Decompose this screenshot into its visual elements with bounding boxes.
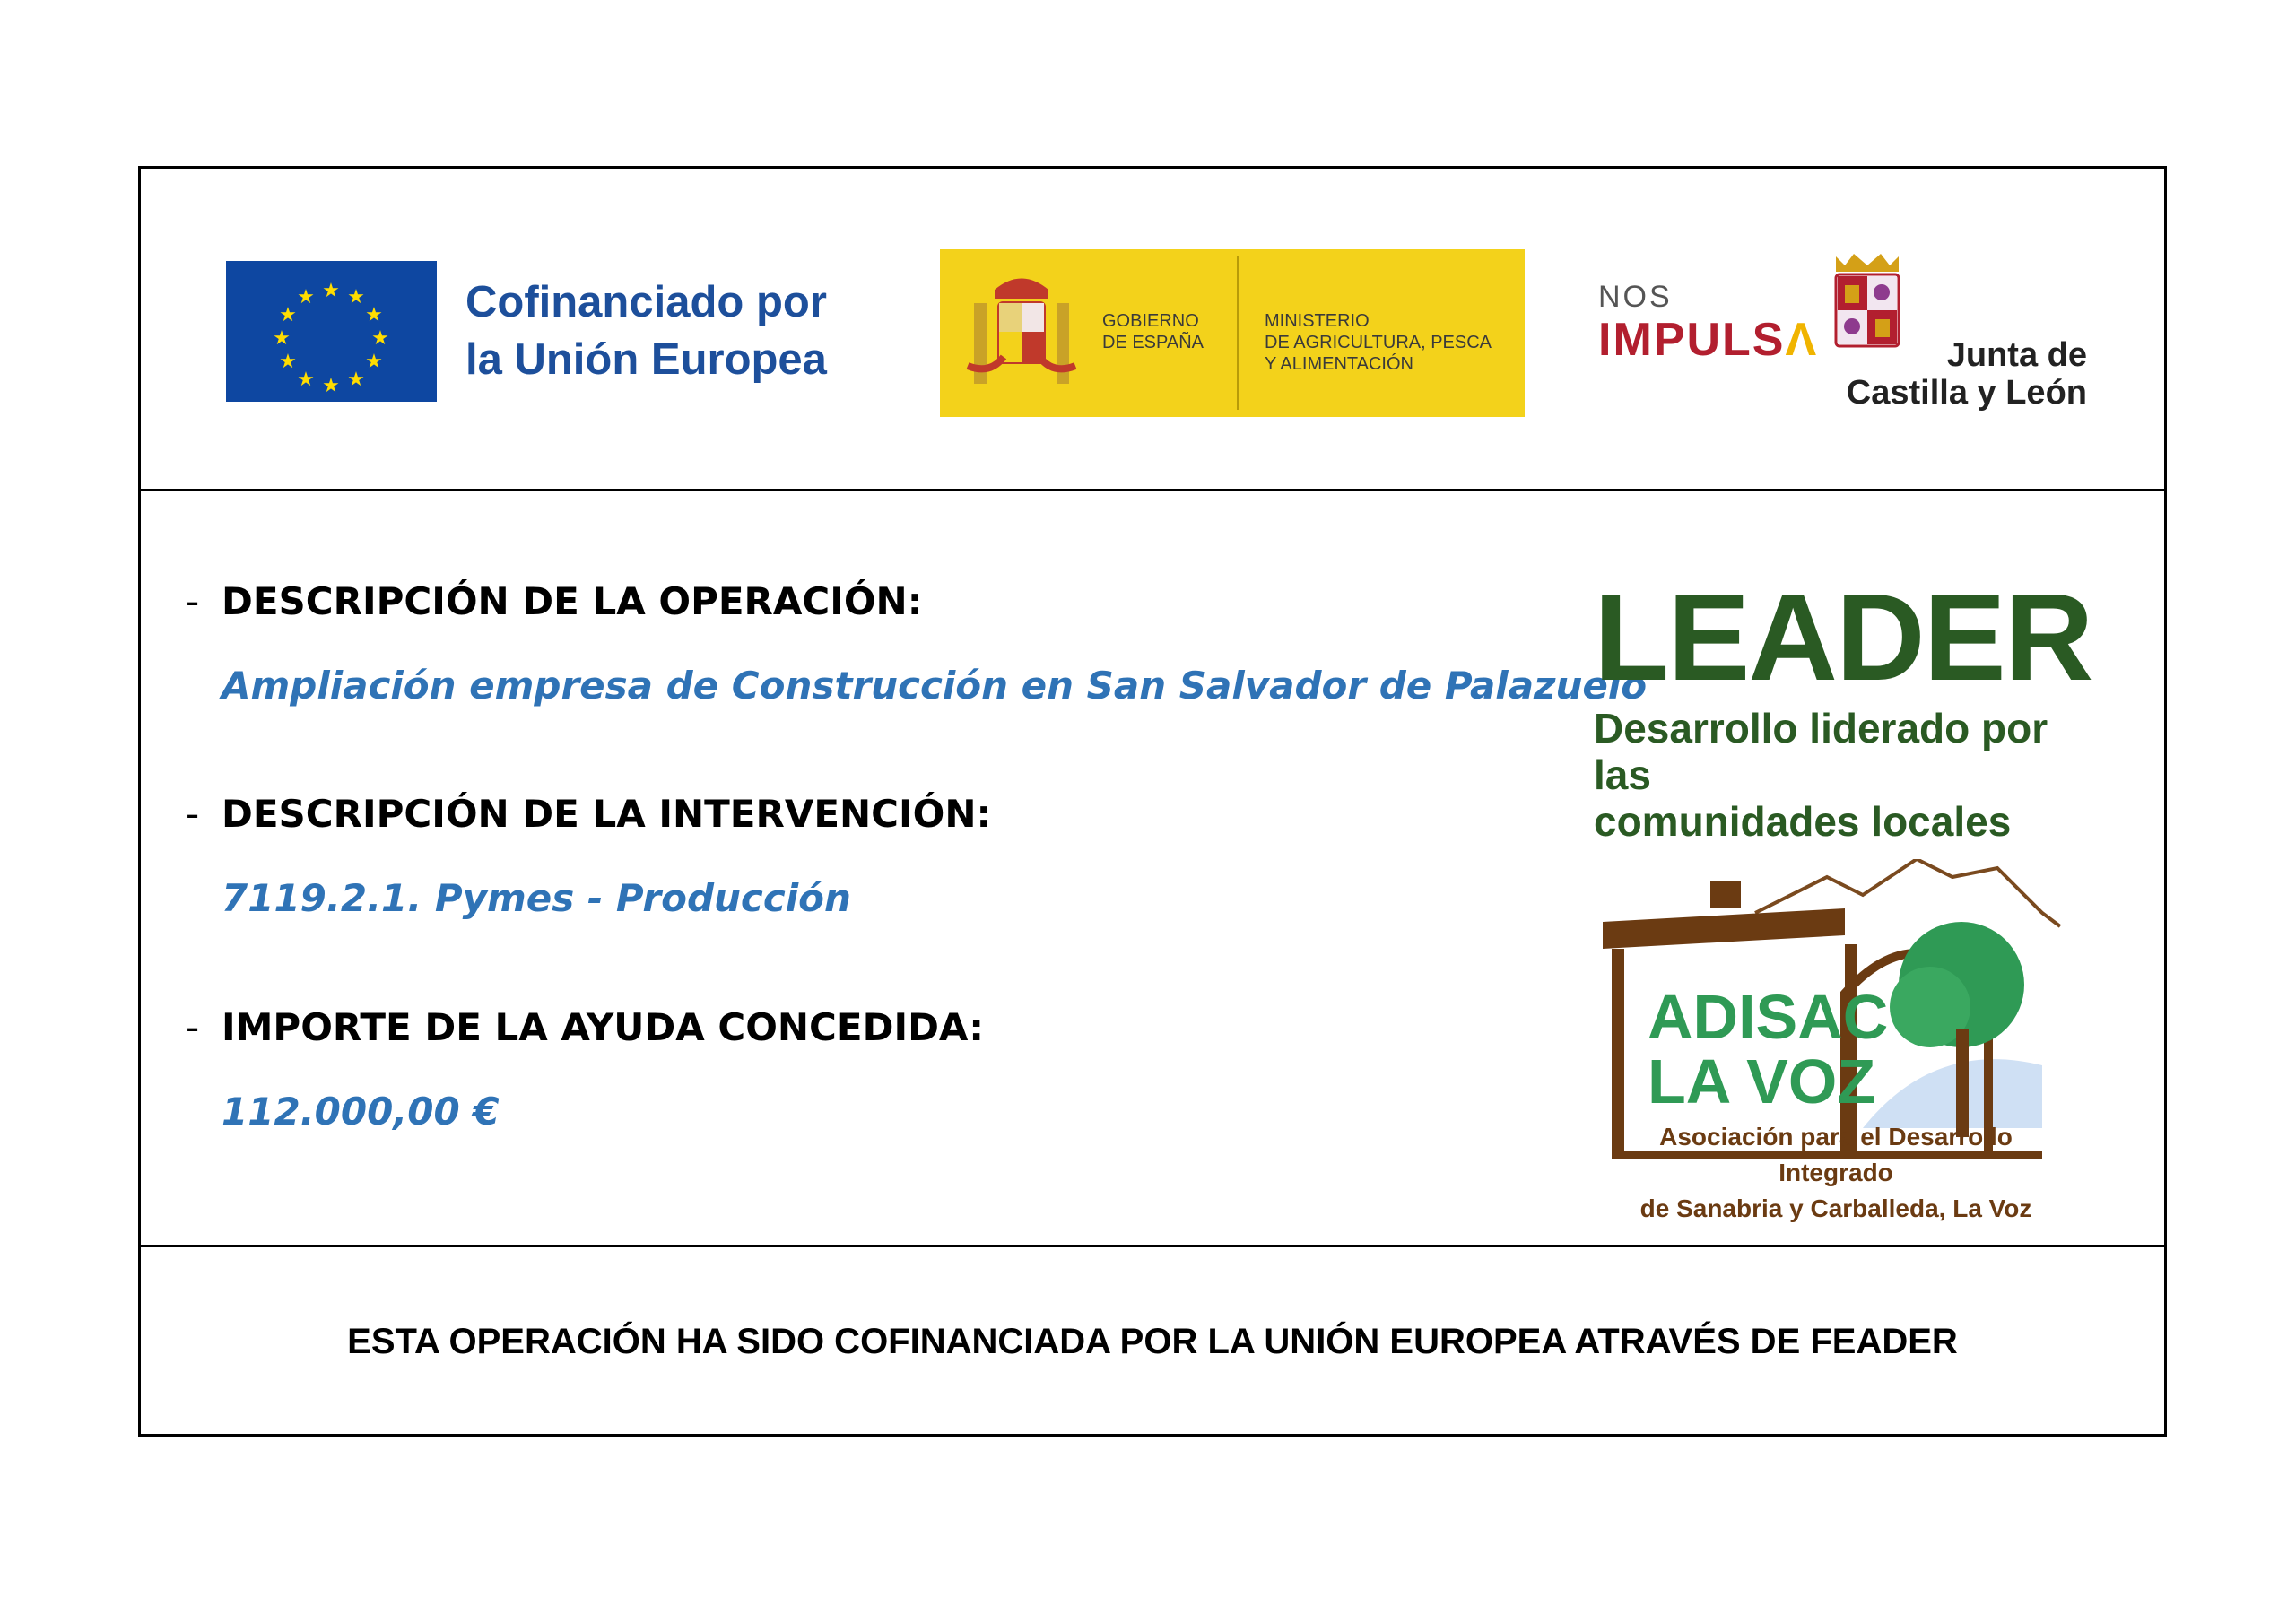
nos-text: NOS	[1598, 280, 1673, 314]
ministerio-text: MINISTERIO DE AGRICULTURA, PESCA Y ALIMENTACIÓN	[1265, 311, 1492, 374]
chevron-up-icon: Λ	[1785, 314, 1819, 366]
intervention-value: 7119.2.1. Pymes - Producción	[222, 876, 851, 920]
spain-government-logo	[940, 249, 1525, 417]
svg-text:★: ★	[279, 304, 297, 326]
operation-heading: DESCRIPCIÓN DE LA OPERACIÓN:	[222, 579, 923, 623]
leader-subtitle: Desarrollo liderado por las comunidades locales	[1594, 705, 2048, 845]
svg-text:★: ★	[279, 351, 297, 373]
intervention-item: - DESCRIPCIÓN DE LA INTERVENCIÓN: 7119.2.1. Pymes - Producción	[186, 792, 1621, 921]
eu-flag-logo	[226, 261, 437, 402]
svg-text:★: ★	[371, 327, 389, 350]
svg-text:★: ★	[273, 327, 291, 350]
eu-cofinanced-text: Cofinanciado por la Unión Europea	[465, 278, 827, 384]
junta-text: Junta de Castilla y León	[1846, 336, 2087, 412]
footer-statement: ESTA OPERACIÓN HA SIDO COFINANCIADA POR LA UNIÓN EUROPEA ATRAVÉS DE FEADER	[347, 1322, 1958, 1361]
divider	[1237, 256, 1239, 410]
svg-text:★: ★	[297, 369, 315, 391]
amount-heading: IMPORTE DE LA AYUDA CONCEDIDA:	[222, 1005, 985, 1049]
svg-text:★: ★	[365, 304, 383, 326]
gobierno-text: GOBIERNO DE ESPAÑA	[1102, 311, 1204, 352]
details-section	[141, 491, 2164, 1245]
operation-item: - DESCRIPCIÓN DE LA OPERACIÓN: Ampliación empresa de Construcción en San Salvador de Palazuelo	[186, 579, 1648, 708]
svg-text:★: ★	[347, 369, 365, 391]
adisac-subtitle: Asociación para el Desarrollo Integrado de Sanabria y Carballeda, La Voz	[1639, 1123, 2032, 1222]
svg-text:★: ★	[347, 286, 365, 308]
impulsa-text: IMPULS	[1598, 314, 1786, 366]
adisac-name: ADISAC LA VOZ	[1648, 982, 1889, 1116]
leader-logo	[1594, 569, 2092, 845]
svg-text:★: ★	[297, 286, 315, 308]
intervention-heading: DESCRIPCIÓN DE LA INTERVENCIÓN:	[222, 792, 992, 836]
svg-text:★: ★	[322, 280, 340, 302]
leader-title: LEADER	[1594, 569, 2092, 707]
amount-item: - IMPORTE DE LA AYUDA CONCEDIDA: 112.000,00 €	[186, 1005, 1621, 1134]
adisac-la-voz-logo	[1576, 859, 2096, 1222]
amount-value: 112.000,00 €	[222, 1090, 500, 1133]
operation-value: Ampliación empresa de Construcción en San Salvador de Palazuelo	[222, 664, 1648, 708]
logo-strip	[141, 169, 2164, 489]
svg-text:★: ★	[322, 375, 340, 397]
plaque-frame	[138, 166, 2167, 1437]
nos-impulsa-logo	[1598, 281, 1818, 367]
eu-stars-icon	[226, 261, 437, 402]
footer-section	[141, 1247, 2164, 1437]
junta-castilla-leon-logo	[1827, 249, 2087, 415]
svg-text:★: ★	[365, 351, 383, 373]
spain-coat-of-arms-icon	[963, 267, 1080, 402]
